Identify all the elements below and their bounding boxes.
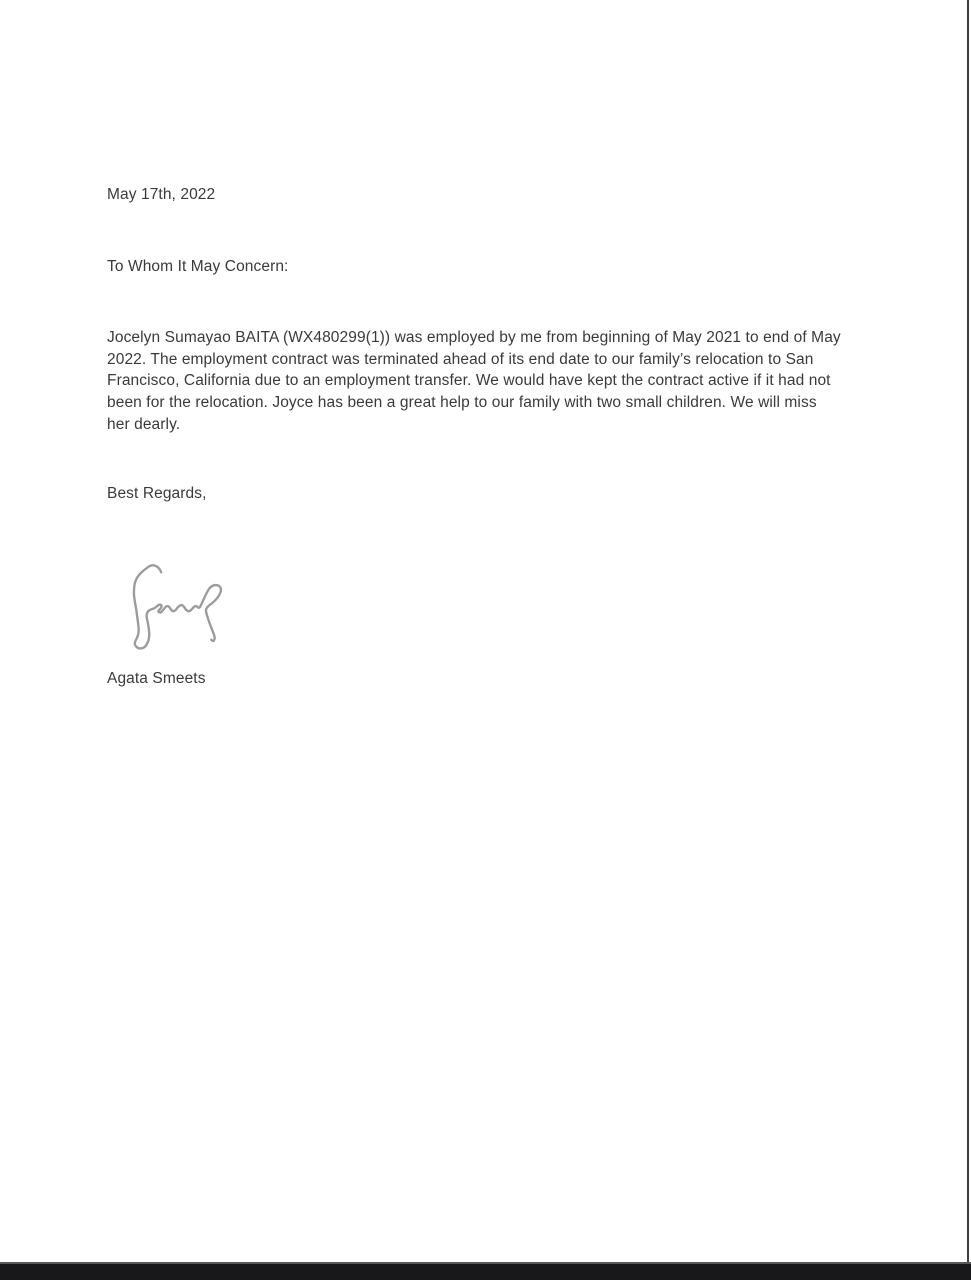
scan-bottom-band <box>0 1262 971 1280</box>
letter-salutation: To Whom It May Concern: <box>107 258 289 275</box>
letter-body-line: Francisco, California due to an employment transfer. We would have kept the contract active if it had not <box>107 372 831 390</box>
signature-icon <box>126 558 226 650</box>
signer-name: Agata Smeets <box>107 670 206 687</box>
letter-body-line: her dearly. <box>107 415 181 433</box>
scan-right-edge-line <box>967 0 969 1262</box>
signature-image <box>126 558 226 650</box>
letter-body-line: 2022. The employment contract was terminated ahead of its end date to our family’s relocation to San <box>107 350 814 368</box>
letter-body-line: Jocelyn Sumayao BAITA (WX480299(1)) was employed by me from beginning of May 2021 to end of May <box>107 329 841 346</box>
letter-closing: Best Regards, <box>107 485 207 502</box>
letter-date: May 17th, 2022 <box>107 186 216 203</box>
letter-body-line: been for the relocation. Joyce has been a great help to our family with two small children. We will miss <box>107 394 817 412</box>
letter-body-paragraph <box>107 327 867 436</box>
